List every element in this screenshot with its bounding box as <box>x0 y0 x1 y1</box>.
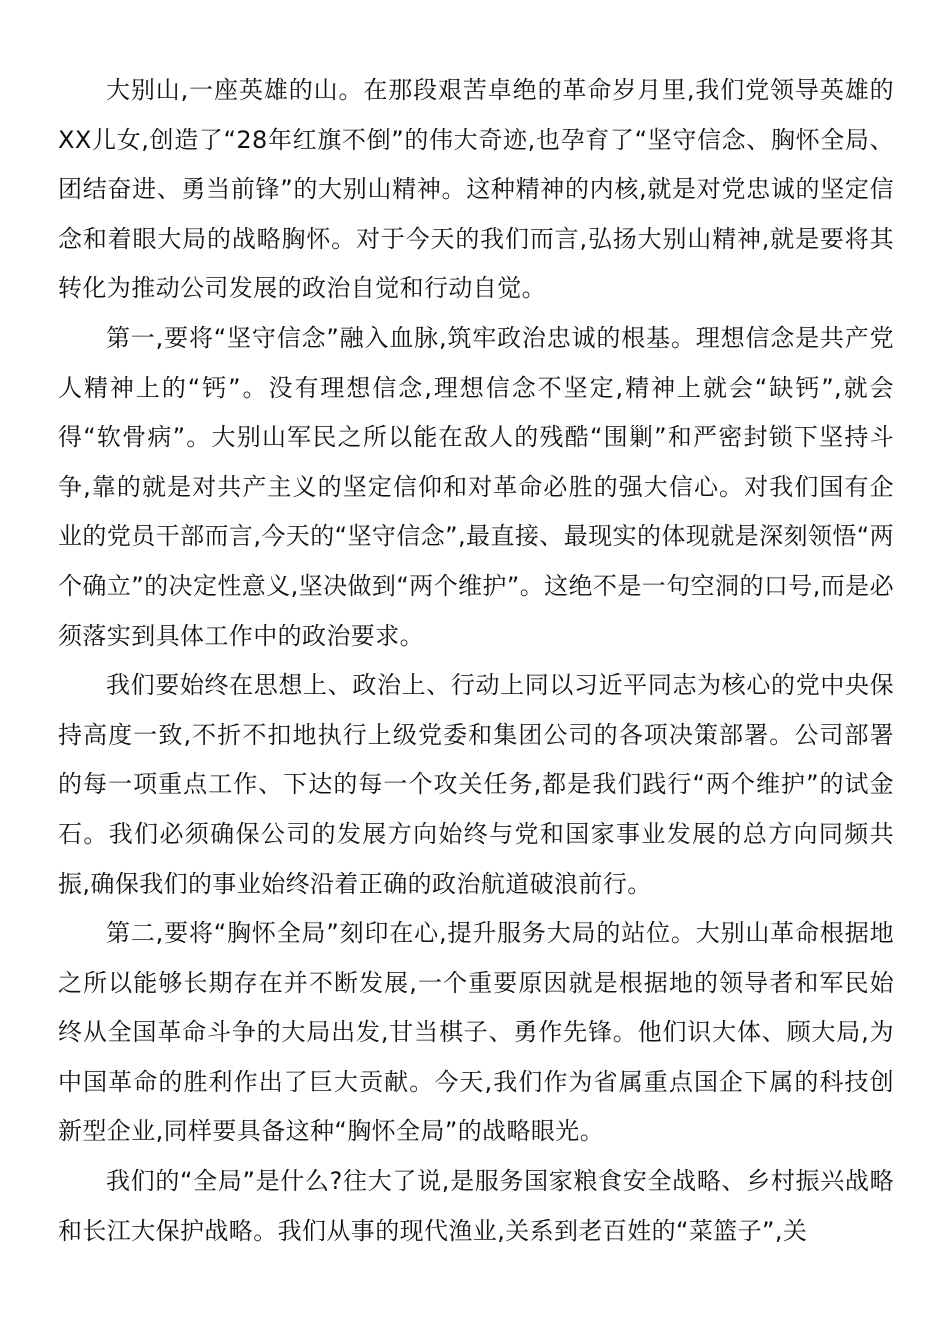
document-body <box>58 66 894 1256</box>
paragraph-5: 我们的“全局”是什么?往大了说,是服务国家粮食安全战略、乡村振兴战略和长江大保护战略。我们从事的现代渔业,关系到老百姓的“菜篮子”,关 <box>58 1167 894 1245</box>
paragraph-1: 大别山,一座英雄的山。在那段艰苦卓绝的革命岁月里,我们党领导英雄的XX儿女,创造了“28年红旗不倒”的伟大奇迹,也孕育了“坚守信念、胸怀全局、团结奋进、勇当前锋”的大别山精神。这种精神的内核,就是对党忠诚的坚定信念和着眼大局的战略胸怀。对于今天的我们而言,弘扬大别山精神,就是要将其转化为推动公司发展的政治自觉和行动自觉。 <box>58 76 894 303</box>
paragraph-2: 第一,要将“坚守信念”融入血脉,筑牢政治忠诚的根基。理想信念是共产党人精神上的“钙”。没有理想信念,理想信念不坚定,精神上就会“缺钙”,就会得“软骨病”。大别山军民之所以能在敌人的残酷“围剿”和严密封锁下坚持斗争,靠的就是对共产主义的坚定信仰和对革命必胜的强大信心。对我们国有企业的党员干部而言,今天的“坚守信念”,最直接、最现实的体现就是深刻领悟“两个确立”的决定性意义,坚决做到“两个维护”。这绝不是一句空洞的口号,而是必须落实到具体工作中的政治要求。 <box>58 323 894 650</box>
paragraph-3: 我们要始终在思想上、政治上、行动上同以习近平同志为核心的党中央保持高度一致,不折不扣地执行上级党委和集团公司的各项决策部署。公司部署的每一项重点工作、下达的每一个攻关任务,都是我们践行“两个维护”的试金石。我们必须确保公司的发展方向始终与党和国家事业发展的总方向同频共振,确保我们的事业始终沿着正确的政治航道破浪前行。 <box>58 671 894 898</box>
paragraph-4: 第二,要将“胸怀全局”刻印在心,提升服务大局的站位。大别山革命根据地之所以能够长期存在并不断发展,一个重要原因就是根据地的领导者和军民始终从全国革命斗争的大局出发,甘当棋子、勇作先锋。他们识大体、顾大局,为中国革命的胜利作出了巨大贡献。今天,我们作为省属重点国企下属的科技创新型企业,同样要具备这种“胸怀全局”的战略眼光。 <box>58 919 894 1146</box>
